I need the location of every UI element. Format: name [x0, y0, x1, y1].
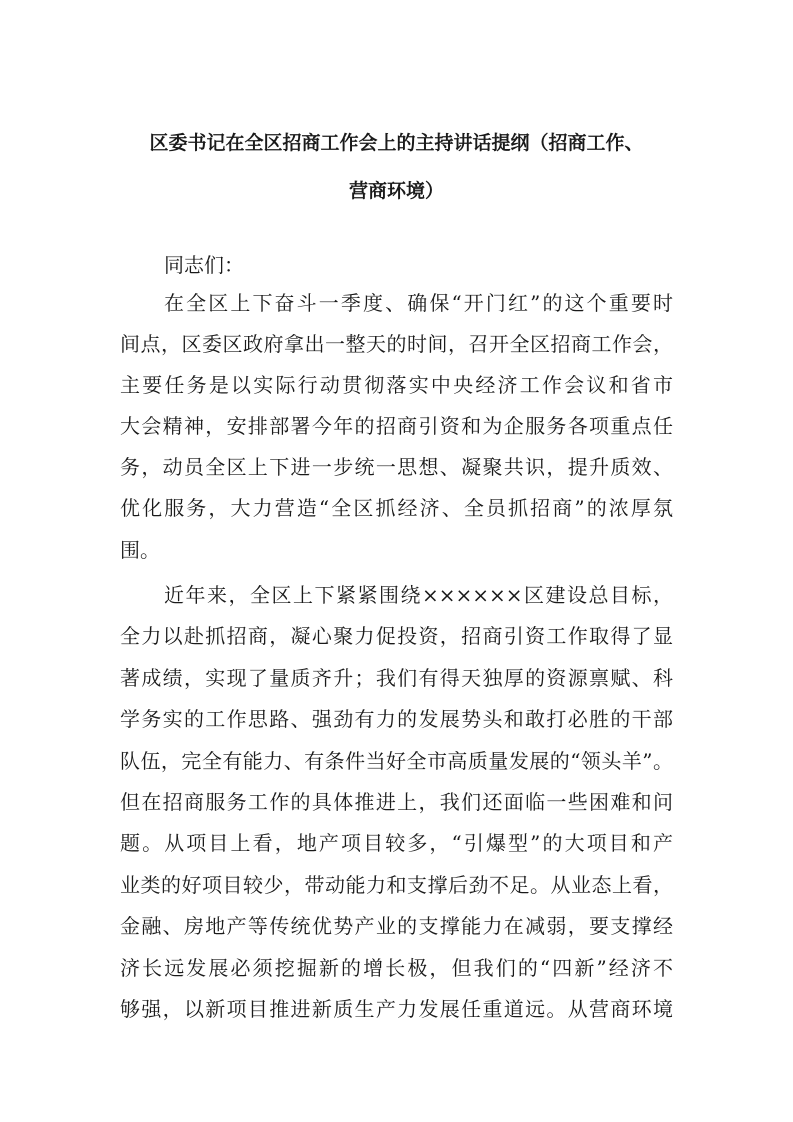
paragraph-2-line-8: 业类的好项目较少，带动能力和支撑后劲不足。从业态上看， [120, 873, 673, 897]
paragraph-1-line-1: 在全区上下奋斗一季度、确保“开门红”的这个重要时 [164, 291, 673, 315]
paragraph-2-line-9: 金融、房地产等传统优势产业的支撑能力在减弱，要支撑经 [120, 914, 673, 938]
paragraph-2-line-10: 济长远发展必须挖掘新的增长极，但我们的“四新”经济不 [120, 956, 673, 980]
paragraph-2-line-1: 近年来，全区上下紧紧围绕××××××区建设总目标， [164, 583, 673, 607]
paragraph-2-line-7: 题。从项目上看，地产项目较多，“引爆型”的大项目和产 [120, 831, 673, 855]
paragraph-2-line-2: 全力以赴抓招商，凝心聚力促投资，招商引资工作取得了显 [120, 624, 673, 648]
greeting: 同志们： [164, 253, 244, 277]
paragraph-2-line-3: 著成绩，实现了量质齐升；我们有得天独厚的资源禀赋、科 [120, 666, 673, 690]
document-title-line-2: 营商环境） [348, 180, 444, 202]
paragraph-2-line-11: 够强，以新项目推进新质生产力发展任重道远。从营商环境 [120, 997, 673, 1021]
paragraph-1-line-3: 主要任务是以实际行动贯彻落实中央经济工作会议和省市 [120, 373, 673, 397]
paragraph-2-line-6: 但在招商服务工作的具体推进上，我们还面临一些困难和问 [120, 790, 673, 814]
paragraph-1-line-6: 优化服务，大力营造“全区抓经济、全员抓招商”的浓厚氛 [120, 496, 673, 520]
paragraph-2-line-5: 队伍，完全有能力、有条件当好全市高质量发展的“领头羊”。 [120, 749, 673, 773]
paragraph-1-line-2: 间点，区委区政府拿出一整天的时间，召开全区招商工作会， [120, 332, 673, 356]
paragraph-1-line-5: 务，动员全区上下进一步统一思想、凝聚共识，提升质效、 [120, 455, 673, 479]
document-title-line-1: 区委书记在全区招商工作会上的主持讲话提纲（招商工作、 [149, 132, 644, 154]
paragraph-1-line-7: 围。 [120, 538, 160, 562]
paragraph-2-line-4: 学务实的工作思路、强劲有力的发展势头和敢打必胜的干部 [120, 707, 673, 731]
paragraph-1-line-4: 大会精神，安排部署今年的招商引资和为企服务各项重点任 [120, 414, 673, 438]
